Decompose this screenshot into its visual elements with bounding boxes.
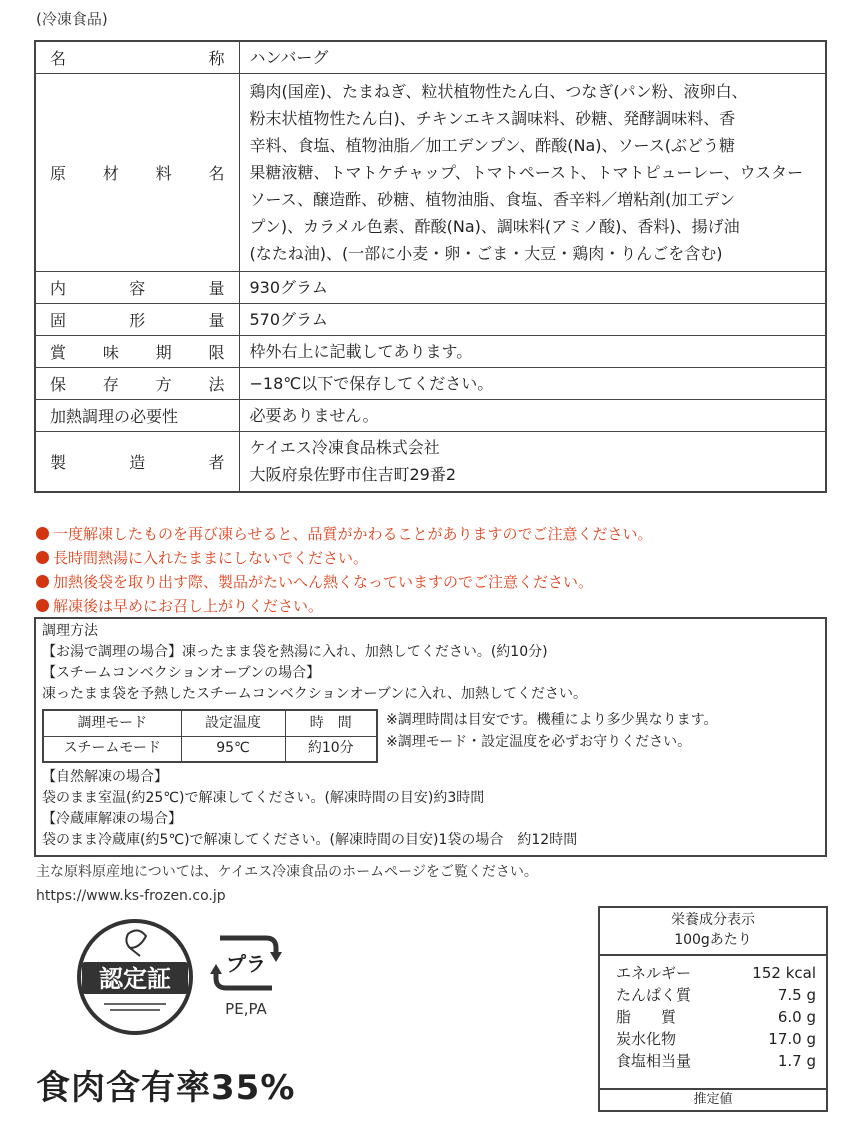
info-row <box>35 400 826 432</box>
nutrition-row: 食塩相当量 1.7 g <box>616 1052 816 1070</box>
meat-content-ratio: 食肉含有率35% <box>36 1068 296 1108</box>
bullet-icon <box>36 575 49 588</box>
mode-header: 調理モード <box>43 710 181 736</box>
time-value: 約10分 <box>285 736 377 762</box>
certification-seal-icon <box>76 918 194 1036</box>
cooking-notes <box>386 709 718 753</box>
info-label: 内 容 量 <box>35 272 239 304</box>
info-label: 加熱調理の必要性 <box>35 400 239 432</box>
temperature-header: 設定温度 <box>181 710 285 736</box>
website-url[interactable]: https://www.ks-frozen.co.jp <box>36 888 226 904</box>
info-row <box>35 74 826 272</box>
steam-heading: 【スチームコンベクションオーブンの場合】 <box>42 665 321 681</box>
steam-instruction: 凍ったまま袋を予熱したスチームコンベクションオーブンに入れ、加熱してください。 <box>42 686 588 702</box>
cert-mark-text: 認定証 <box>99 965 171 993</box>
mode-value: スチームモード <box>43 736 181 762</box>
info-value: 570グラム <box>239 304 826 336</box>
info-label: 賞 味 期 限 <box>35 336 239 368</box>
warning-item: 加熱後袋を取り出す際、製品がたいへん熱くなっていますのでご注意ください。 <box>36 569 826 593</box>
bullet-icon <box>36 551 49 564</box>
nutrition-row: 炭水化物 17.0 g <box>616 1030 816 1048</box>
warning-item: 長時間熱湯に入れたままにしないでください。 <box>36 545 826 569</box>
nutrition-row: たんぱく質 7.5 g <box>616 986 816 1004</box>
origin-note <box>36 860 538 908</box>
info-label: 原 材 料 名 <box>35 74 239 272</box>
plastic-recycle-icon <box>206 928 286 1018</box>
natural-thaw-heading: 【自然解凍の場合】 <box>42 769 168 785</box>
fridge-thaw-heading: 【冷蔵庫解凍の場合】 <box>42 811 182 827</box>
info-label: 固 形 量 <box>35 304 239 336</box>
info-label: 製 造 者 <box>35 432 239 492</box>
warning-list <box>36 521 826 617</box>
cooking-instructions <box>34 617 827 857</box>
natural-thaw-instruction: 袋のまま室温(約25℃)で解凍してください。(解凍時間の目安)約3時間 <box>42 790 485 806</box>
nutrition-row: 脂 質 6.0 g <box>616 1008 816 1026</box>
fridge-thaw-instruction: 袋のまま冷蔵庫(約5℃)で解凍してください。(解凍時間の目安)1袋の場合 約12時間 <box>42 832 578 848</box>
info-value: −18℃以下で保存してください。 <box>239 368 826 400</box>
info-value: 930グラム <box>239 272 826 304</box>
warning-item: 一度解凍したものを再び凍らせると、品質がかわることがありますのでご注意ください。 <box>36 521 826 545</box>
info-row <box>35 304 826 336</box>
nutrition-title: 栄養成分表示 <box>671 912 755 928</box>
info-row <box>35 336 826 368</box>
time-header: 時 間 <box>285 710 377 736</box>
bullet-icon <box>36 527 49 540</box>
cooking-mode-table <box>42 709 378 763</box>
nutrition-facts <box>598 906 828 1112</box>
info-row <box>35 432 826 492</box>
warning-item: 解凍後は早めにお召し上がりください。 <box>36 593 826 617</box>
info-row <box>35 272 826 304</box>
info-value: ハンバーグ <box>239 41 826 74</box>
info-value: 鶏肉(国産)、たまねぎ、粒状植物性たん白、つなぎ(パン粉、液卵白、 粉末状植物性たん白)、チキンエキス調味料、砂糖、発酵調味料、香 辛料、食塩、植物油脂／加工デンプン、酢酸(Na)、ソース(ぶどう糖 果糖液糖、トマトケチャップ、トマトペースト、トマトピューレー、ウスター ソース、醸造酢、砂糖、植物油脂、食塩、香辛料／増粘剤(加工デン プン)、カラメル色素、酢酸(Na)、調味料(アミノ酸)、香料)、揚げ油 (なたね油)、(一部に小麦・卵・ごま・大豆・鶏肉・りんごを含む) <box>239 74 826 272</box>
temperature-value: 95℃ <box>181 736 285 762</box>
cooking-title: 調理方法 <box>42 623 98 639</box>
cooking-note: ※調理時間は目安です。機種により多少異なります。 <box>386 712 718 728</box>
food-category-label: (冷凍食品) <box>36 10 108 28</box>
nutrition-per: 100gあたり <box>674 932 752 948</box>
nutrition-footer: 推定値 <box>600 1088 826 1110</box>
recycle-mark-text: プラ <box>226 952 266 976</box>
info-value: 必要ありません。 <box>239 400 826 432</box>
info-row <box>35 368 826 400</box>
origin-note-text: 主な原料原産地については、ケイエス冷凍食品のホームページをご覧ください。 <box>36 864 538 880</box>
info-value: ケイエス冷凍食品株式会社 大阪府泉佐野市住吉町29番2 <box>239 432 826 492</box>
info-row <box>35 41 826 74</box>
cooking-note: ※調理モード・設定温度を必ずお守りください。 <box>386 734 692 750</box>
info-label: 保 存 方 法 <box>35 368 239 400</box>
bullet-icon <box>36 599 49 612</box>
info-label: 名 称 <box>35 41 239 74</box>
recycle-material: PE,PA <box>225 1000 267 1018</box>
product-info-table <box>34 40 827 493</box>
boil-instruction: 【お湯で調理の場合】凍ったまま袋を熱湯に入れ、加熱してください。(約10分) <box>42 644 548 660</box>
info-value: 枠外右上に記載してあります。 <box>239 336 826 368</box>
nutrition-row: エネルギー 152 kcal <box>616 964 816 982</box>
